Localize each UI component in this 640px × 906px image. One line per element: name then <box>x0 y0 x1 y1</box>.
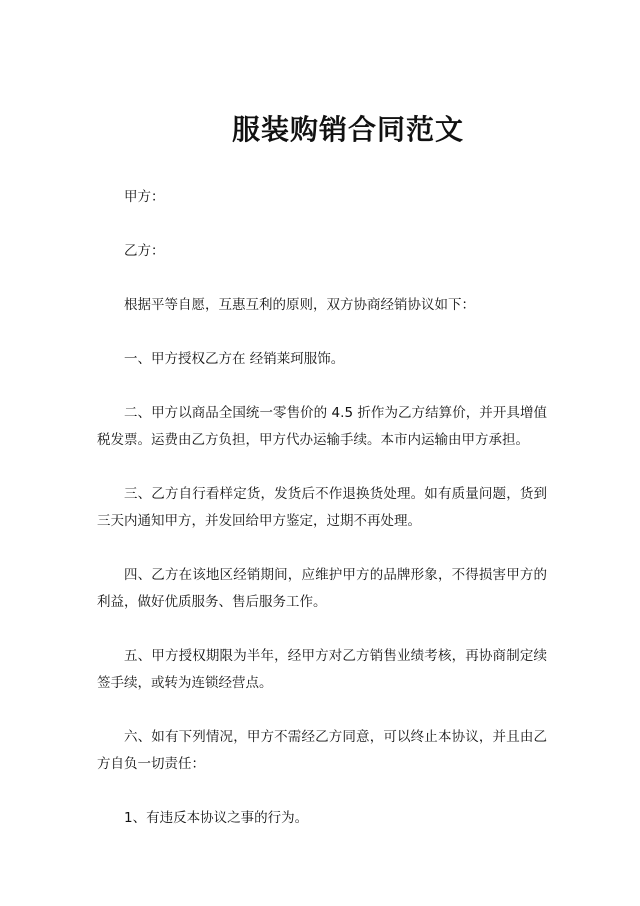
clause-3: 三、乙方自行看样定货，发货后不作退换货处理。如有质量问题，货到三天内通知甲方，并发回给甲方鉴定，过期不再处理。 <box>97 486 547 529</box>
document-title: 服装购销合同范文 <box>231 113 464 146</box>
document-body <box>97 184 547 859</box>
clause-1: 一、甲方授权乙方在 经销莱珂服饰。 <box>124 351 345 367</box>
clause-5: 五、甲方授权期限为半年，经甲方对乙方销售业绩考核，再协商制定续签手续，或转为连锁经营点。 <box>97 648 547 691</box>
party-a-line: 甲方： <box>124 189 165 205</box>
clause-6-item-1: 1、有违反本协议之事的行为。 <box>124 810 309 826</box>
clause-6: 六、如有下列情况，甲方不需经乙方同意，可以终止本协议，并且由乙方自负一切责任： <box>97 729 547 772</box>
party-b-line: 乙方： <box>124 243 165 259</box>
clause-4: 四、乙方在该地区经销期间，应维护甲方的品牌形象，不得损害甲方的利益，做好优质服务、售后服务工作。 <box>97 567 547 610</box>
clause-2: 二、甲方以商品全国统一零售价的 4.5 折作为乙方结算价，并开具增值税发票。运费由乙方负担，甲方代办运输手续。本市内运输由甲方承担。 <box>97 405 547 448</box>
intro-paragraph: 根据平等自愿，互惠互利的原则，双方协商经销协议如下： <box>124 297 475 313</box>
